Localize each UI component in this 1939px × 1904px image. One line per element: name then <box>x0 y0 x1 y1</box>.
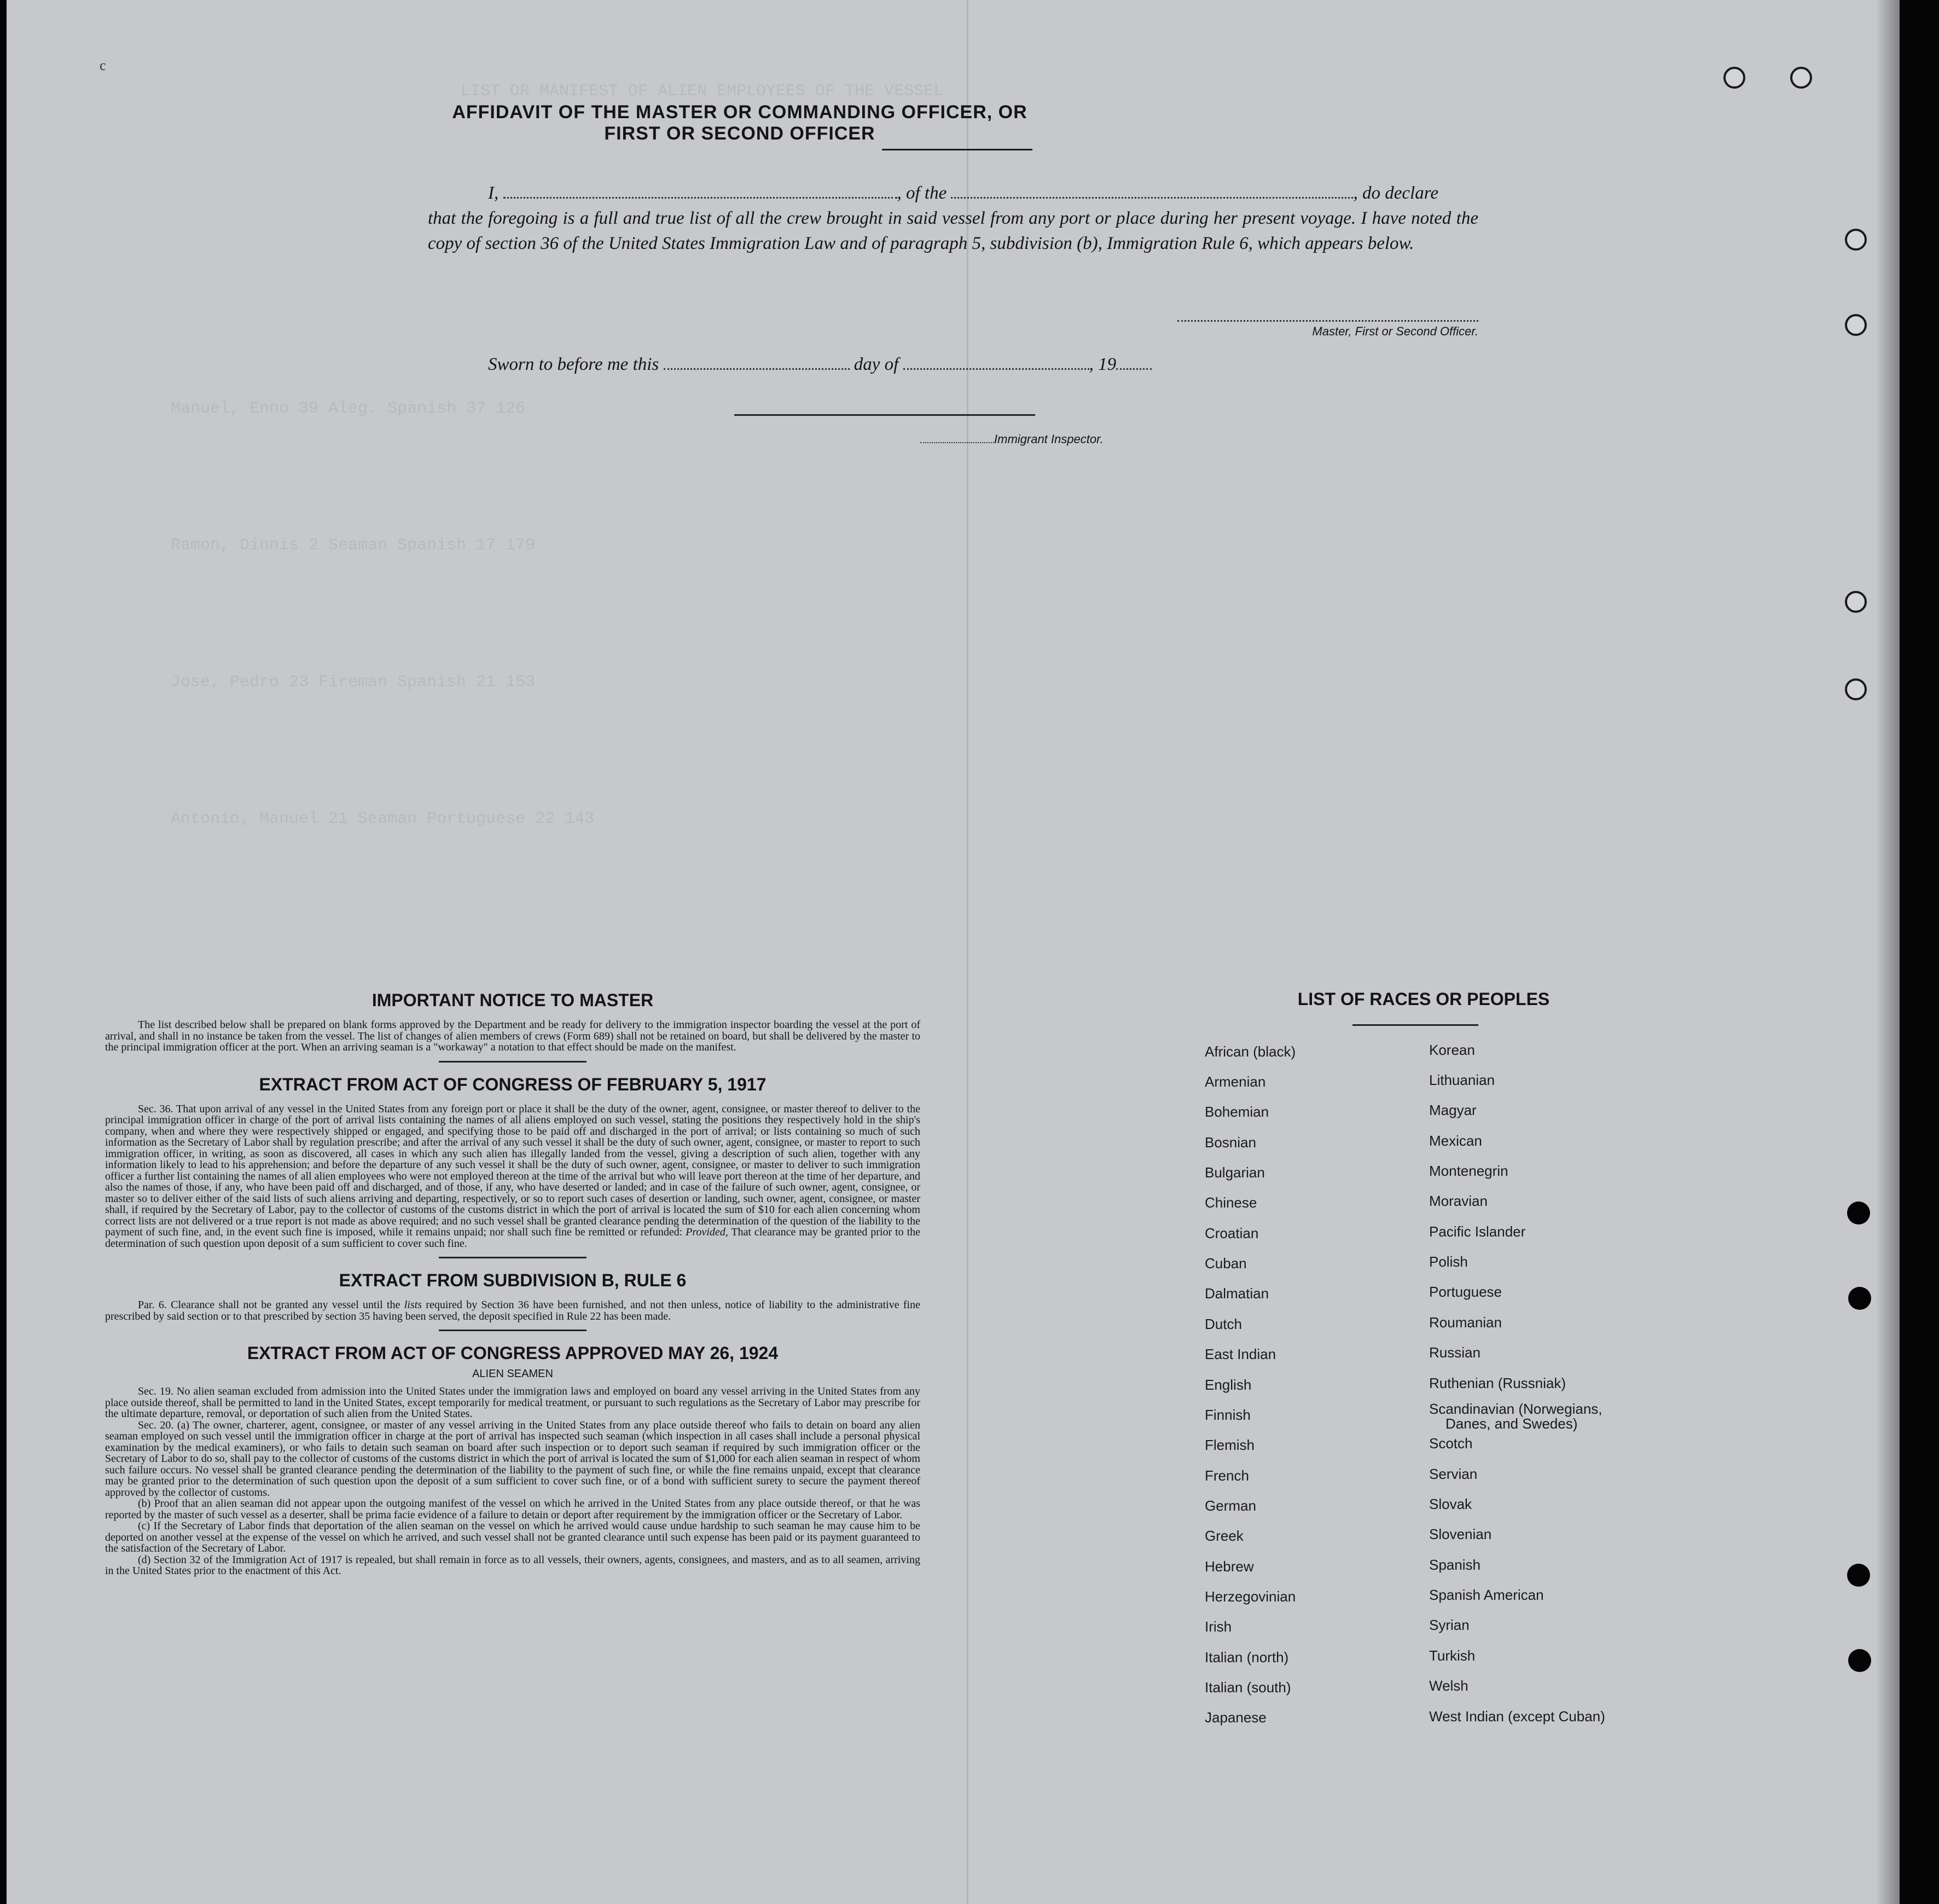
sec-20a-text: Sec. 20. (a) The owner, charterer, agent, consignee, or master of any vessel arriving in the United States from any place outside thereof who fails to detain on board any alien seaman employed on such vessel until the immigration officer in charge at the port of arrival has inspected such seaman (which inspection in all cases shall include a personal physical examination by the medical examiners), or who fails to detain such seaman on board after such inspection or to deport such seaman if required by such immigration officer or the Secretary of Labor to do so, shall pay to the collector of customs of the customs district in which the port of arrival is located the sum of $1,000 for each alien seaman in respect of whom such failure occurs. No vessel shall be granted clearance pending the determination of the liability to the payment of such fine, or while the fine remains unpaid, except that clearance may be granted prior to the determination of such question upon the deposit of a sum sufficient to cover such fine, or of a bond with sufficient surety to secure the payment thereof approved by the collector of customs. <box>105 1419 920 1499</box>
inspector-signature-line[interactable] <box>734 414 1035 416</box>
race-item: African (black) <box>1205 1043 1296 1060</box>
sec-20d-text: (d) Section 32 of the Immigration Act of 1917 is repealed, but shall remain in force as to all vessels, their owners, agents, consignees, and masters, and as to all seamen, arriving in the United States prior to the enactment of this Act. <box>105 1553 920 1577</box>
notice-title: IMPORTANT NOTICE TO MASTER <box>371 990 654 1010</box>
race-item: Hebrew <box>1205 1558 1254 1575</box>
race-item: Cuban <box>1205 1255 1247 1272</box>
race-item: Japanese <box>1205 1709 1267 1726</box>
race-item: Turkish <box>1429 1647 1476 1664</box>
race-item: Dutch <box>1205 1316 1242 1332</box>
race-item: East Indian <box>1205 1346 1276 1362</box>
race-item: Magyar <box>1429 1102 1477 1118</box>
divider <box>439 1257 587 1258</box>
vessel-blank[interactable] <box>951 197 1353 199</box>
binder-hole-icon <box>1845 678 1867 700</box>
race-item: Danes, and Swedes) <box>1445 1415 1578 1432</box>
race-item: Greek <box>1205 1528 1244 1544</box>
sworn-month-blank[interactable] <box>903 368 1089 370</box>
race-item: Pacific Islander <box>1429 1223 1526 1240</box>
page-fold <box>967 0 968 1904</box>
race-item: Dalmatian <box>1205 1285 1269 1302</box>
race-item: Chinese <box>1205 1194 1257 1211</box>
race-item: English <box>1205 1377 1252 1393</box>
notice-text: The list described below shall be prepared on blank forms approved by the Department and be ready for delivery to the immigration inspector boarding the vessel at the port of arrival, and shall in no instance be taken from the vessel. The list of changes of alien members of crews (Form 689) shall not be retained on board, but shall be delivered by the master to the principal immigration officer at the port. When an arriving seaman is a "workaway" a notation to that effect should be made on the manifest. <box>105 1019 920 1053</box>
race-item: Syrian <box>1429 1617 1470 1633</box>
race-item: Flemish <box>1205 1437 1255 1453</box>
title-rule <box>882 149 1032 150</box>
affidavit-do-declare: , do declare <box>1353 183 1438 203</box>
race-item: Bosnian <box>1205 1134 1256 1151</box>
race-item: Polish <box>1429 1253 1468 1270</box>
document-page <box>7 0 1900 1904</box>
notices-column <box>105 990 920 1577</box>
race-item: Portuguese <box>1429 1284 1502 1300</box>
race-item: Bulgarian <box>1205 1164 1265 1181</box>
race-item: Korean <box>1429 1042 1475 1058</box>
binder-hole-icon <box>1723 67 1745 89</box>
sworn-line <box>488 355 1152 375</box>
race-item: Herzegovinian <box>1205 1588 1296 1605</box>
race-item: Moravian <box>1429 1193 1488 1209</box>
binder-hole-icon <box>1845 314 1867 336</box>
divider <box>439 1061 587 1063</box>
sec-20c-text: (c) If the Secretary of Labor finds that deportation of the alien seaman on the vessel on which he arrived would cause undue hardship to such seaman he may cause him to be deported on another vessel at the expense of the vessel on which he arrived, and such vessel shall not be granted clearance until such expense has been paid or its payment guaranteed to the satisfaction of the Secretary of Labor. <box>105 1520 920 1554</box>
race-item: Slovak <box>1429 1496 1472 1512</box>
affidavit-title: AFFIDAVIT OF THE MASTER OR COMMANDING OFFICER, OR FIRST OR SECOND OFFICER <box>452 102 1027 144</box>
race-item: Italian (south) <box>1205 1679 1291 1696</box>
race-item: Roumanian <box>1429 1314 1502 1331</box>
races-title: LIST OF RACES OR PEOPLES <box>1297 989 1550 1009</box>
bleed-through: Antonio, Manuel 21 Seaman Portuguese 22 143 <box>171 810 595 828</box>
race-item: Spanish <box>1429 1557 1481 1573</box>
race-item: Russian <box>1429 1344 1481 1361</box>
extract-1924-subtitle: ALIEN SEAMEN <box>472 1368 553 1380</box>
race-item: Mexican <box>1429 1133 1482 1149</box>
punch-dot-icon <box>1848 1649 1871 1672</box>
race-item: Slovenian <box>1429 1526 1492 1542</box>
bleed-through: LIST OR MANIFEST OF ALIEN EMPLOYEES OF THE VESSEL <box>461 82 944 101</box>
binder-hole-icon <box>1790 67 1812 89</box>
sec-20b-text: (b) Proof that an alien seaman did not appear upon the outgoing manifest of the vessel on which he arrived in the United States from any place outside thereof, or that he was reported by the master of such vessel as a deserter, shall be prima facie evidence of a failure to detain or deport after requirement by the immigration officer or the Secretary of Labor. <box>105 1497 920 1521</box>
race-item: Scandinavian (Norwegians, <box>1429 1401 1603 1417</box>
affidavit-of-the: , of the <box>897 183 947 203</box>
race-item: German <box>1205 1497 1256 1514</box>
extract-1917-text: Sec. 36. That upon arrival of any vessel in the United States from any foreign port or place it shall be the duty of the owner, agent, consignee, or master thereof to deliver to the principal immigration officer in charge of the port of arrival lists containing the names of all aliens employed on such vessel, stating the positions they respectively hold in the ship's company, when and where they were respectively shipped or engaged, and specifying those to be paid off and discharged in the port of arrival; or lists containing so much of such information as the Secretary of Labor shall by regulation prescribe; and after the arrival of any such vessel it shall be the duty of such owner, agent, consignee, or master to report to such immigration officer, in writing, as soon as discovered, all cases in which any such alien has illegally landed from the vessel, giving a description of such alien, together with any information likely to lead to his apprehension; and before the departure of any such vessel it shall be the duty of such owner, agent, consignee, or master to deliver to such immigration officer a further list containing the names of all alien employees who were not employed thereon at the time of the arrival but who will leave port thereon at the time of her departure, and also the names of those, if any, who have been paid off and discharged, and of those, if any, who have deserted or landed; and in case of the failure of such owner, agent, consignee, or master so to deliver either of the said lists of such aliens arriving and departing, respectively, or so to report such cases of desertion or landing, such owner, agent, consignee, or master shall, if required by the Secretary of Labor, pay to the collector of customs of the customs district in which the port of arrival is located the sum of $10 for each alien concerning whom correct lists are not delivered or a true report is not made as above required; and no such vessel shall be granted clearance pending the determination of the question of the liability to the payment of such fine, and, in the event such fine is imposed, while it remains unpaid; nor shall such fine be remitted or refunded: Provided, That clearance may be granted prior to the determination of such question upon deposit of a sum sufficient to cover such fine. <box>105 1102 921 1250</box>
race-item: Irish <box>1205 1618 1232 1635</box>
extract-rule6-title: EXTRACT FROM SUBDIVISION B, RULE 6 <box>339 1270 687 1290</box>
sec-19-text: Sec. 19. No alien seaman excluded from admission into the United States under the immigration laws and employed on board any vessel arriving in the United States from any place outside thereof, shall be permitted to land in the United States, except temporarily for medical treatment, or pursuant to such regulations as the Secretary of Labor may prescribe for the ultimate departure, removal, or deportation of such alien from the United States. <box>105 1385 920 1420</box>
race-item: Ruthenian (Russniak) <box>1429 1375 1566 1391</box>
race-item: Welsh <box>1429 1677 1468 1694</box>
bleed-through: Ramon, Dinnis 2 Seaman Spanish 17 179 <box>171 536 536 555</box>
race-item: Finnish <box>1205 1407 1251 1423</box>
punch-dot-icon <box>1848 1287 1871 1310</box>
sworn-prefix: Sworn to before me this <box>488 355 659 374</box>
race-item: Scotch <box>1429 1435 1473 1452</box>
punch-dot-icon <box>1847 1201 1870 1224</box>
race-item: Croatian <box>1205 1225 1259 1241</box>
affidavit-i: I, <box>488 183 499 203</box>
race-item: Italian (north) <box>1205 1649 1289 1665</box>
inspector-caption: Immigrant Inspector. <box>920 432 1104 446</box>
binder-hole-icon <box>1845 591 1867 613</box>
race-item: Armenian <box>1205 1073 1266 1090</box>
extract-1924-title: EXTRACT FROM ACT OF CONGRESS APPROVED MAY 26, 1924 <box>247 1343 779 1363</box>
binder-hole-icon <box>1845 229 1867 251</box>
extract-rule6-text: Par. 6. Clearance shall not be granted any vessel until the lists required by Section 36 have been furnished, and not then unless, notice of liability to the administrative fine prescribed by said section or to that prescribed by section 35 having been served, the deposit specified in Rule 22 has been made. <box>105 1299 920 1322</box>
signature-line[interactable] <box>1177 320 1478 322</box>
signature-caption: Master, First or Second Officer. <box>1312 324 1478 338</box>
bleed-through: Jose, Pedro 23 Fireman Spanish 21 153 <box>171 673 536 692</box>
divider <box>439 1330 587 1331</box>
bleed-through: Manuel, Enno 39 Aleg. Spanish 37 126 <box>171 399 526 418</box>
punch-dot-icon <box>1847 1564 1870 1587</box>
affidavit-declaration <box>428 181 1478 256</box>
race-item: French <box>1205 1467 1249 1484</box>
sworn-day-blank[interactable] <box>664 368 850 370</box>
sworn-day-of: day of <box>854 355 899 374</box>
extract-1917-title: EXTRACT FROM ACT OF CONGRESS OF FEBRUARY 5, 1917 <box>259 1074 767 1094</box>
race-item: Lithuanian <box>1429 1072 1495 1088</box>
sworn-year-blank[interactable] <box>1116 368 1152 370</box>
race-item: Montenegrin <box>1429 1163 1508 1179</box>
name-blank[interactable] <box>503 197 897 199</box>
races-rule <box>1352 1024 1478 1026</box>
margin-mark: c <box>100 57 106 73</box>
race-item: West Indian (except Cuban) <box>1429 1708 1605 1725</box>
race-item: Bohemian <box>1205 1104 1269 1120</box>
race-item: Servian <box>1429 1466 1478 1482</box>
race-item: Spanish American <box>1429 1587 1544 1603</box>
affidavit-body: that the foregoing is a full and true list of all the crew brought in said vessel from any port or place during her present voyage. I have noted the copy of section 36 of the United States Immigration Law and of paragraph 5, subdivision (b), Immigration Rule 6, which appears below. <box>428 208 1478 253</box>
sworn-year: , 19 <box>1089 355 1117 374</box>
